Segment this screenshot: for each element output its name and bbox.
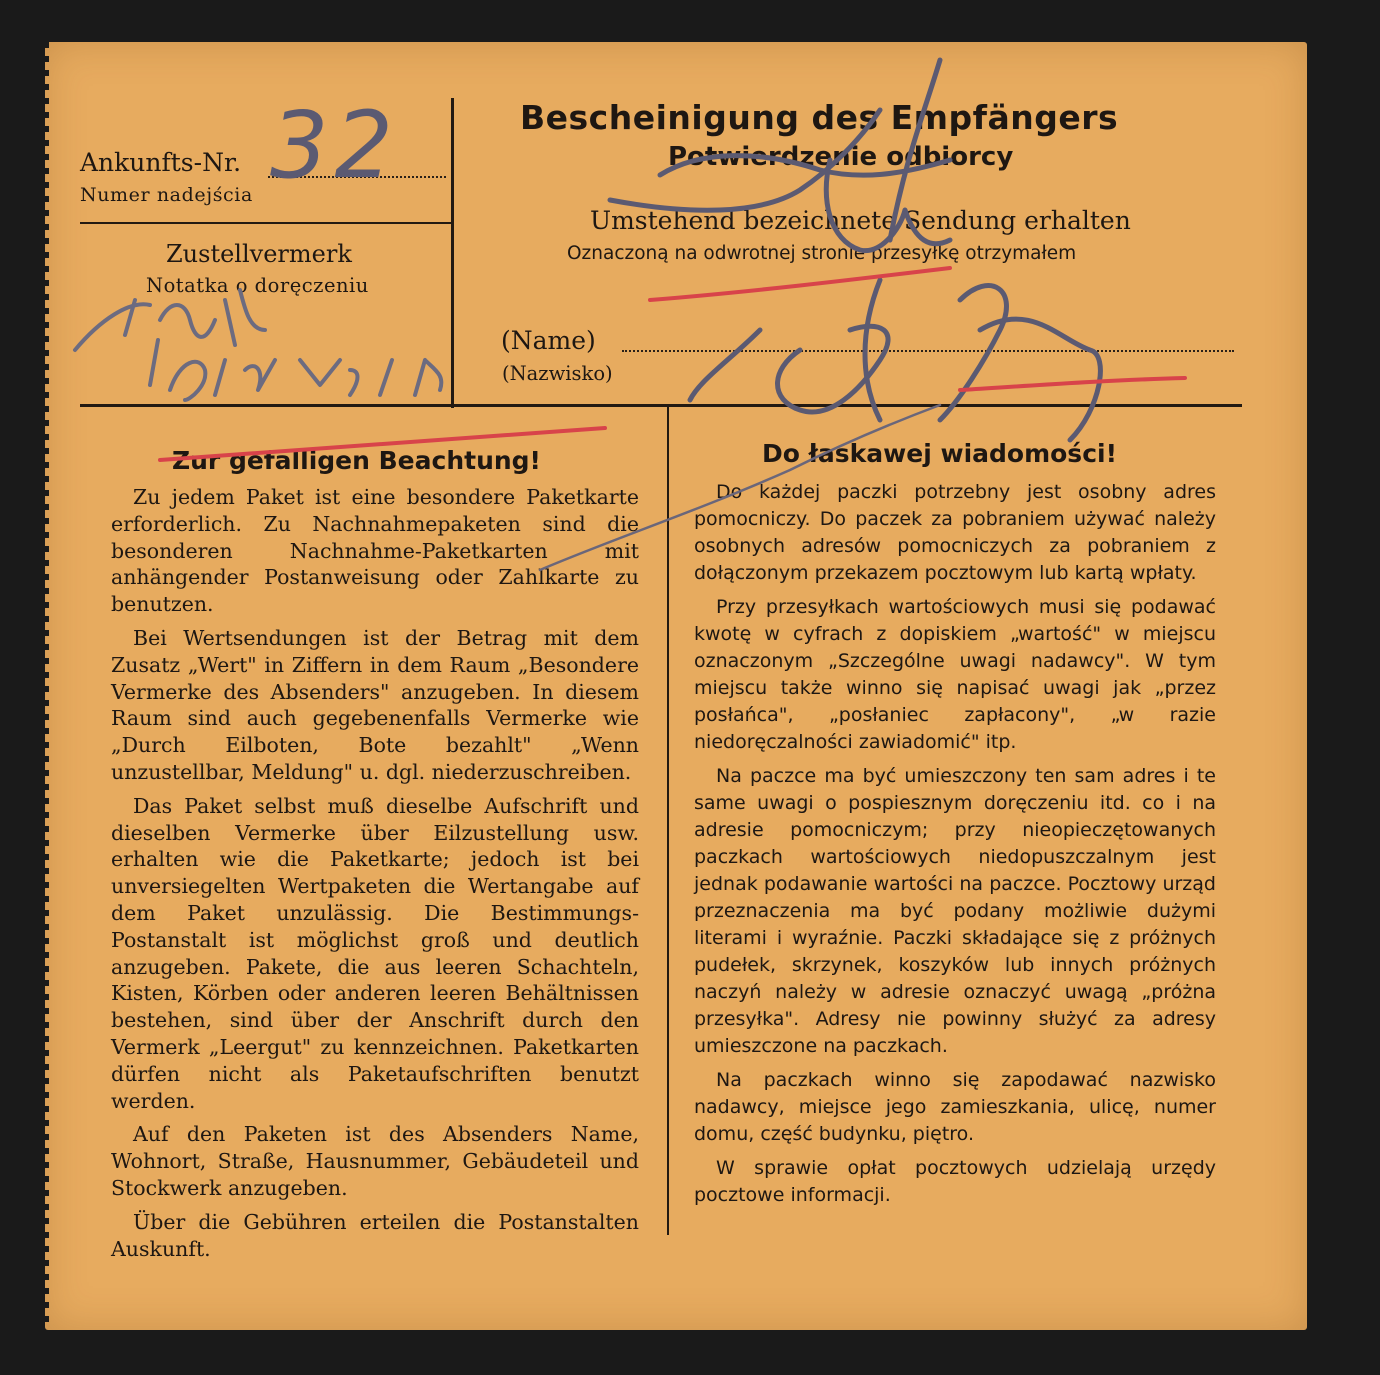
divider-left-box [80,222,452,224]
polish-instructions [694,479,1216,1216]
certificate-subtitle-pl: Oznaczoną na odwrotnej stronie przesyłkę otrzymałem [567,243,1077,264]
german-paragraph: Das Paket selbst muß dieselbe Aufschrift und dieselben Vermerke über Eilzustellung usw. erhalten wie die Paketkarte; jedoch ist bei unversiegelten Wertpaketen die Wertangabe auf dem Paket unzulässig. Die Bestimmungs-Postanstalt ist möglichst groß und deutlich anzugeben. Pakete, die aus leeren Schachteln, Kisten, Körben oder anderen leeren Behältnissen bestehen, sind über der Anschrift durch den Vermerk „Leergut" zu kennzeichnen. Paketkarten dürfen nicht als Paketaufschriften benutzt werden. [111,793,639,1113]
polish-paragraph: Na paczkach winno się zapodawać nazwisko nadawcy, miejsce jego zamieszkania, ulicę, numer domu, część budynku, piętro. [694,1069,1216,1145]
divider-horizontal-main [80,404,1242,407]
polish-heading: Do łaskawej wiadomości! [762,439,1117,468]
divider-vertical-columns [667,407,669,1235]
perforated-edge [45,42,49,1330]
german-heading: Zur gefälligen Beachtung! [172,446,541,475]
polish-paragraph: Na paczce ma być umieszczony ten sam adres i te same uwagi o pospiesznym doręczeniu itd. co i na adresie pomocniczym; przy nieopieczętowanych paczkach wartościowych niedopuszczalnym jest jednak podawanie wartości na paczce. Pocztowy urząd przeznaczenia ma być podany możliwie dużymi literami i wyraźnie. Paczki składające się z próżnych pudełek, skrzynek, koszyków lub innych próżnych naczyń należy w adresie oznaczyć uwagą „próżna przesyłka". Adresy nie powinny służyć za adresy umieszczone na paczkach. [694,765,1216,1057]
german-paragraph: Über die Gebühren erteilen die Postanstalten Auskunft. [111,1209,639,1261]
german-paragraph: Zu jedem Paket ist eine besondere Paketkarte erforderlich. Zu Nachnahmepaketen sind die besonderen Nachnahme-Paketkarten mit anhängender Postanweisung oder Zahlkarte zu benutzen. [111,485,639,617]
divider-vertical-top [451,98,454,408]
arrival-number-label-pl: Numer nadejścia [80,184,253,206]
name-label-pl: (Nazwisko) [502,362,613,385]
german-instructions [111,484,639,1269]
name-signature-line [622,350,1234,352]
german-paragraph: Auf den Paketen ist des Absenders Name, Wohnort, Straße, Hausnummer, Gebäudeteil und Stockwerk anzugeben. [111,1122,639,1200]
delivery-note-label: Zustellvermerk [166,240,352,268]
name-label: (Name) [501,326,596,355]
certificate-title-pl: Potwierdzenie odbiorcy [668,142,1014,172]
arrival-number-value: 32 [270,92,400,199]
certificate-title: Bescheinigung des Empfängers [520,98,1119,137]
delivery-note-label-pl: Notatka o doręczeniu [146,274,369,297]
polish-paragraph: Do każdej paczki potrzebny jest osobny adres pomocniczy. Do paczek za pobraniem używać należy osobnych adresów pomocniczych za pobraniem z dołączonym przekazem pocztowym lub kartą wpłaty. [694,481,1216,584]
arrival-number-label: Ankunfts-Nr. [80,148,242,177]
german-paragraph: Bei Wertsendungen ist der Betrag mit dem Zusatz „Wert" in Ziffern in dem Raum „Besondere Vermerke des Absenders" anzugeben. In diesem Raum sind auch gegebenenfalls Vermerke wie „Durch Eilboten, Bote bezahlt" „Wenn unzustellbar, Meldung" u. dgl. niederzuschreiben. [111,625,639,784]
certificate-subtitle: Umstehend bezeichnete Sendung erhalten [590,206,1131,235]
polish-paragraph: Przy przesyłkach wartościowych musi się podawać kwotę w cyfrach z dopiskiem „wartość" w miejscu oznaczonym „Szczególne uwagi nadawcy". W tym miejscu także winno się napisać uwagi jak „przez posłańca", „posłaniec zapłacony", „w razie niedoręczalności zawiadomić" itp. [694,596,1216,753]
polish-paragraph: W sprawie opłat pocztowych udzielają urzędy pocztowe informacji. [694,1157,1216,1206]
